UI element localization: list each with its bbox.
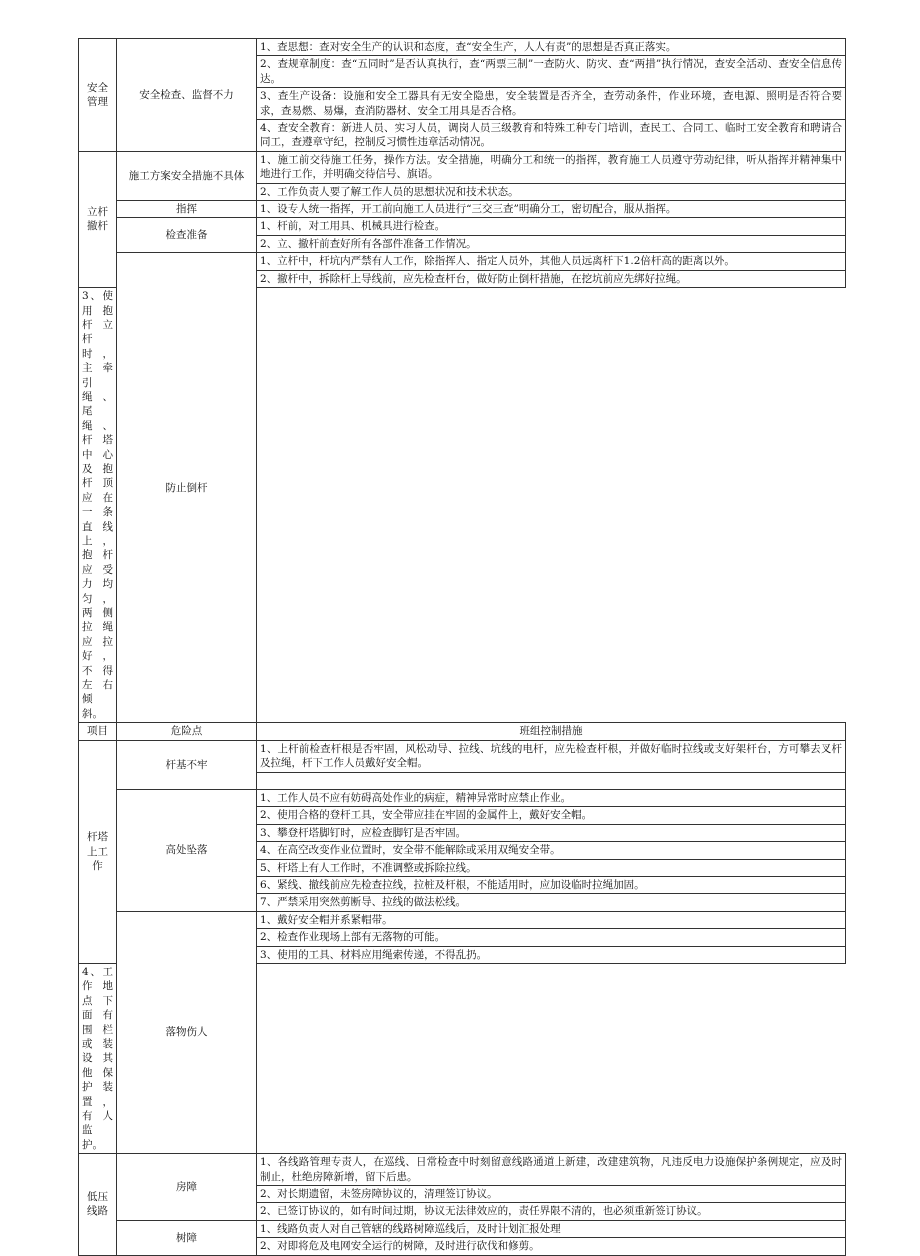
- table-row: [79, 911, 846, 928]
- project-cell: 杆塔上工作: [79, 740, 117, 963]
- measure-cell: 3、使用抱杆立杆时，主牵引绳、尾绳、杆塔中心及抱杆顶应在一条直线上，抱杆应受力均匀，两侧拉绳应拉好，不得左右倾斜。: [79, 288, 117, 723]
- hazard-cell: 安全检查、监督不力: [117, 39, 257, 152]
- project-cell: 安全管理: [79, 39, 117, 152]
- measure-cell: 1、查思想：查对安全生产的认识和态度，查“安全生产，人人有责”的思想是否真正落实。: [257, 39, 846, 56]
- measure-cell: 2、立、撤杆前查好所有各部件准备工作情况。: [257, 235, 846, 252]
- measure-cell: 1、各线路管理专责人，在巡线、日常检查中时刻留意线路通道上新建，改建建筑物，凡违反电力设施保护条例规定，应及时制止，杜绝房障新增，留下后患。: [257, 1154, 846, 1186]
- measure-cell: [257, 772, 846, 789]
- measure-cell: 2、检查作业现场上部有无落物的可能。: [257, 929, 846, 946]
- measure-cell: 2、已签订协议的，如有时间过期，协议无法律效应的，责任界限不清的，也必须重新签订协议。: [257, 1203, 846, 1220]
- table-body: [79, 39, 846, 1256]
- measure-cell: 1、杆前，对工用具、机械具进行检查。: [257, 218, 846, 235]
- hazard-cell: 指挥: [117, 201, 257, 218]
- measure-cell: 3、使用的工具、材料应用绳索传递，不得乱扔。: [257, 946, 846, 963]
- measure-cell: 5、杆塔上有人工作时，不准调整或拆除拉线。: [257, 859, 846, 876]
- measure-cell: 4、查安全教育：新进人员、实习人员，调岗人员三级教育和特殊工种专门培训，查民工、合同工、临时工安全教育和聘请合同工，查遵章守纪，控制反习惯性违章活动情况。: [257, 120, 846, 152]
- measure-cell: 1、工作人员不应有妨碍高处作业的病症，精神异常时应禁止作业。: [257, 789, 846, 806]
- table-row: [79, 789, 846, 806]
- measure-cell: 6、紧线、撤线前应先检查拉线，拉桩及杆根，不能适用时，应加设临时拉绳加固。: [257, 876, 846, 893]
- header-project: 项目: [79, 723, 117, 740]
- table-row: [79, 201, 846, 218]
- hazard-cell: 施工方案安全措施不具体: [117, 151, 257, 200]
- measure-cell: 1、线路负责人对自己管辖的线路树障巡线后，及时计划汇报处理: [257, 1220, 846, 1237]
- table-row: [79, 253, 846, 270]
- measure-cell: 1、施工前交待施工任务，操作方法。安全措施，明确分工和统一的指挥，教育施工人员遵守劳动纪律，听从指挥并精神集中地进行工作，并明确交待信号、旗语。: [257, 151, 846, 183]
- hazard-cell: 高处坠落: [117, 789, 257, 911]
- measure-cell: 7、严禁采用突然剪断导、拉线的做法松线。: [257, 894, 846, 911]
- table-row: [79, 740, 846, 772]
- hazard-cell: 检查准备: [117, 218, 257, 253]
- table-row: [79, 151, 846, 183]
- measure-cell: 2、工作负责人要了解工作人员的思想状况和技术状态。: [257, 183, 846, 200]
- hazard-cell: 落物伤人: [117, 911, 257, 1154]
- hazard-cell: 防止倒杆: [117, 253, 257, 723]
- measure-cell: 4、工作地点下面有围栏或装设其他保护装置，有人监护。: [79, 963, 117, 1153]
- measure-cell: 2、撤杆中，拆除杆上导线前，应先检查杆台，做好防止倒杆措施，在挖坑前应先绑好拉绳。: [257, 270, 846, 287]
- measure-cell: 2、对即将危及电网安全运行的树障，及时进行砍伐和修剪。: [257, 1238, 846, 1255]
- measure-cell: 1、戴好安全帽并系紧帽带。: [257, 911, 846, 928]
- measure-cell: 1、设专人统一指挥，开工前向施工人员进行“三交三查”明确分工，密切配合，服从指挥。: [257, 201, 846, 218]
- table-row: [79, 218, 846, 235]
- header-measures: 班组控制措施: [257, 723, 846, 740]
- measure-cell: 4、在高空改变作业位置时，安全带不能解除或采用双绳安全带。: [257, 842, 846, 859]
- measure-cell: 1、立杆中，杆坑内严禁有人工作，除指挥人、指定人员外，其他人员远离杆下1.2倍杆高的距离以外。: [257, 253, 846, 270]
- measure-cell: 2、对长期遗留，未签房障协议的，清理签订协议。: [257, 1186, 846, 1203]
- hazard-cell: 树障: [117, 1220, 257, 1255]
- table-row: [79, 1220, 846, 1237]
- project-cell: 低压线路: [79, 1154, 117, 1255]
- measure-cell: 2、使用合格的登杆工具，安全带应挂在牢固的金属件上，戴好安全帽。: [257, 807, 846, 824]
- hazard-cell: 杆基不牢: [117, 740, 257, 789]
- hazard-cell: 房障: [117, 1154, 257, 1221]
- measure-cell: 2、查规章制度：查“五同时”是否认真执行，查“两票三制”一查防火、防灾、查“两措”执行情况，查安全活动、查安全信息传达。: [257, 56, 846, 88]
- table-row: [79, 39, 846, 56]
- safety-measures-table: [78, 38, 846, 1256]
- measure-cell: 3、攀登杆塔脚钉时，应检查脚钉是否牢固。: [257, 824, 846, 841]
- table-header-row: [79, 723, 846, 740]
- header-hazard: 危险点: [117, 723, 257, 740]
- measure-cell: 3、查生产设备：设施和安全工器具有无安全隐患，安全装置是否齐全，查劳动条件，作业环境，查电源、照明是否符合要求，查易燃、易爆，查消防器材、安全工用具是否合格。: [257, 88, 846, 120]
- project-cell: 立杆撤杆: [79, 151, 117, 287]
- table-row: [79, 1154, 846, 1186]
- measure-cell: 1、上杆前检查杆根是否牢固，风松动导、拉线、坑线的电杆，应先检查杆根，并做好临时拉线或支好架杆台，方可攀去叉杆及拉绳，杆下工作人员戴好安全帽。: [257, 740, 846, 772]
